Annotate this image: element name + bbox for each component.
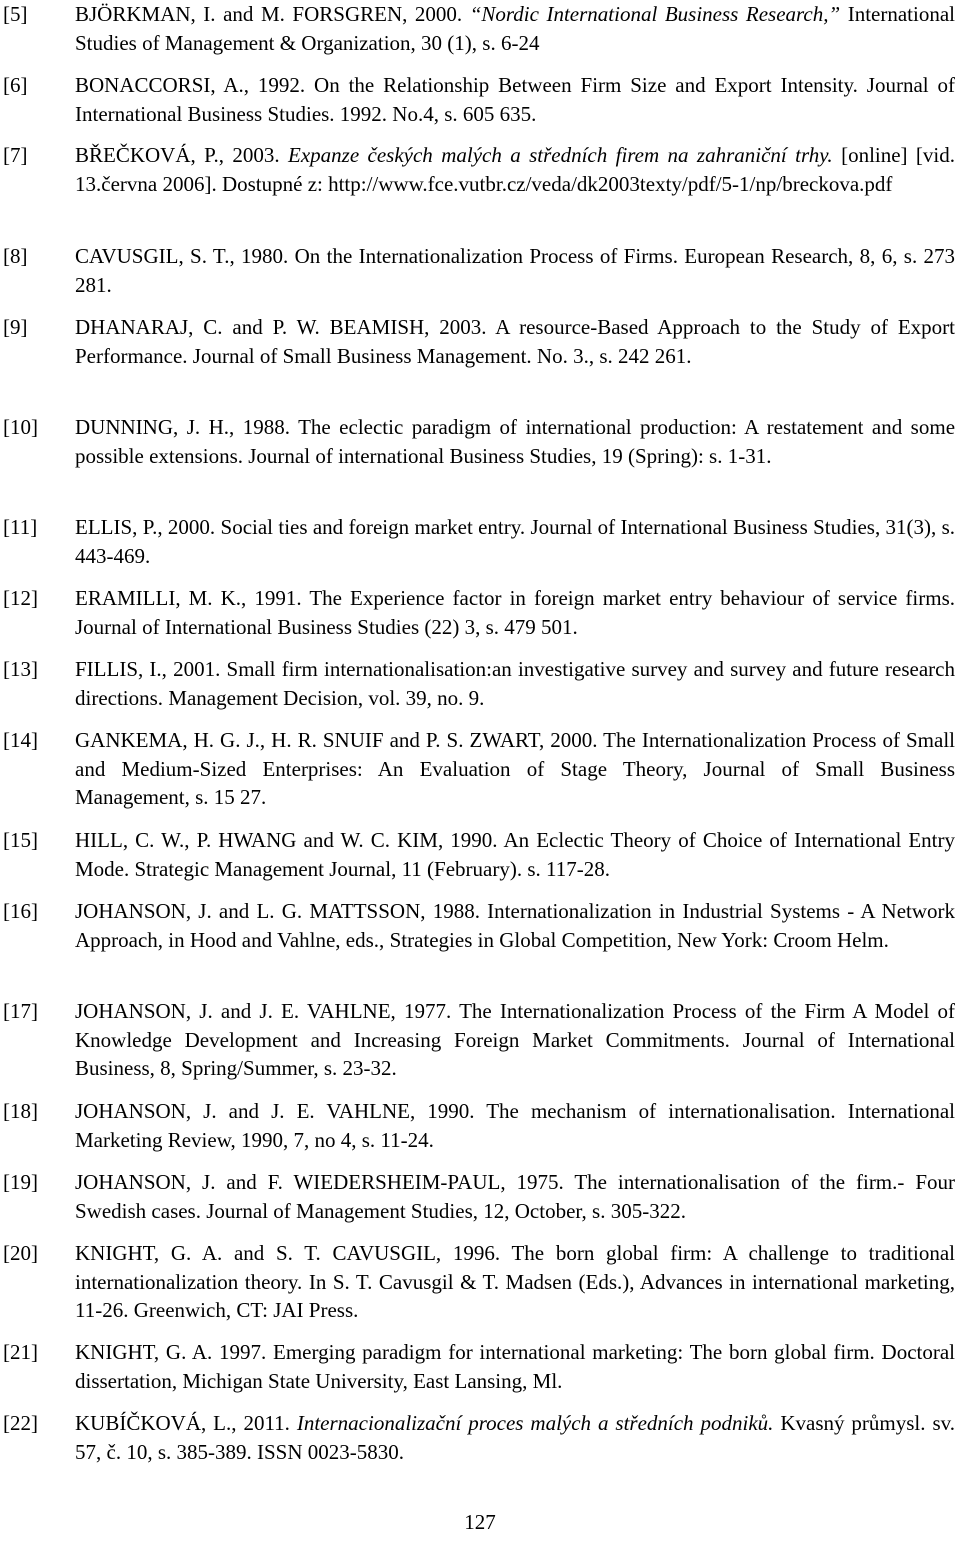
reference-text <box>75 71 955 128</box>
reference-title: On the Internationalization Process of Firms. <box>294 244 678 268</box>
reference-text <box>75 1239 955 1325</box>
reference-title: Internacionalizační proces malých a středních podniků. <box>296 1411 774 1435</box>
reference-authors: KNIGHT, G. A. 1997. <box>75 1340 267 1364</box>
reference-source: Journal of International Business Studies (22) 3, s. 479 501. <box>75 614 578 639</box>
reference-title: Expanze českých malých a středních firem na zahraniční trhy. <box>288 143 833 167</box>
reference-item <box>0 1338 960 1398</box>
reference-source: International Studies of Management & Organization, 30 (1), s. 6-24 <box>75 2 956 55</box>
reference-number: [11] <box>3 515 38 539</box>
reference-item <box>0 584 960 644</box>
reference-title: “Nordic International Business Research,” <box>469 2 841 26</box>
reference-item <box>0 141 960 201</box>
reference-item <box>0 897 960 957</box>
reference-title: The Internationalization Process of Small and Medium-Sized Enterprises: An Evaluation of Stage Theory, <box>75 728 955 781</box>
reference-source: Journal of Management Studies, 12, October, s. 305-322. <box>206 1198 686 1223</box>
reference-title: Small firm internationalisation:an investigative survey and survey and future research directions. <box>75 657 955 710</box>
reference-number: [21] <box>3 1340 38 1364</box>
reference-number: [18] <box>3 1099 38 1123</box>
reference-text <box>75 513 955 570</box>
reference-item <box>0 71 960 131</box>
reference-number: [20] <box>3 1241 38 1265</box>
reference-source: Journal of International Business Studies. 1992. No.4, s. 605 635. <box>75 73 955 126</box>
reference-source: Strategic Management Journal, 11 (February). s. 117-28. <box>134 856 610 881</box>
reference-number: [15] <box>3 828 38 852</box>
reference-item <box>0 242 960 302</box>
reference-text <box>75 1168 955 1225</box>
reference-item <box>0 513 960 573</box>
reference-item <box>0 726 960 810</box>
reference-authors: KUBÍČKOVÁ, L., 2011. <box>75 1411 290 1435</box>
reference-text <box>75 1097 955 1154</box>
reference-authors: FILLIS, I., 2001. <box>75 657 221 681</box>
reference-number: [6] <box>3 73 28 97</box>
reference-item <box>0 655 960 715</box>
reference-number: [13] <box>3 657 38 681</box>
reference-authors: JOHANSON, J. and L. G. MATTSSON, 1988. <box>75 899 480 923</box>
reference-title: On the Relationship Between Firm Size and Export Intensity. <box>314 73 858 97</box>
reference-item <box>0 826 960 886</box>
reference-source: Doctoral dissertation, Michigan State University, East Lansing, Ml. <box>75 1340 956 1393</box>
reference-text <box>75 726 955 812</box>
reference-item <box>0 1168 960 1228</box>
reference-number: [17] <box>3 999 38 1023</box>
reference-source: [online] [vid. 13.června 2006]. Dostupné z: http://www.fce.vutbr.cz/veda/dk2003texty/pdf/5-1/np/breckova.pdf <box>75 143 956 196</box>
reference-authors: BŘEČKOVÁ, P., 2003. <box>75 143 280 167</box>
reference-title: An Eclectic Theory of Choice of International Entry Mode. <box>75 828 956 881</box>
reference-title: The eclectic paradigm of international production: A restatement and some possible extensions. <box>75 415 956 468</box>
reference-authors: DUNNING, J. H., 1988. <box>75 415 290 439</box>
reference-authors: GANKEMA, H. G. J., H. R. SNUIF and P. S. ZWART, 2000. <box>75 728 598 752</box>
reference-item <box>0 0 960 60</box>
reference-item <box>0 1409 960 1469</box>
reference-authors: KNIGHT, G. A. and S. T. CAVUSGIL, 1996. <box>75 1241 501 1265</box>
reference-source: Journal of international Business Studies, 19 (Spring): s. 1-31. <box>248 443 772 468</box>
reference-source: Journal of Small Business Management, s. 15 27. <box>75 756 956 810</box>
reference-authors: JOHANSON, J. and J. E. VAHLNE, 1990. <box>75 1099 475 1123</box>
reference-source: European Research, 8, 6, s. 273 281. <box>75 244 956 297</box>
reference-text <box>75 584 955 641</box>
reference-authors: JOHANSON, J. and F. WIEDERSHEIM-PAUL, 1975. <box>75 1170 564 1194</box>
reference-authors: JOHANSON, J. and J. E. VAHLNE, 1977. <box>75 999 452 1023</box>
reference-source: Journal of International Business, 8, Spring/Summer, s. 23-32. <box>75 1027 955 1081</box>
reference-title: Internationalization in Industrial Systems - A Network Approach, in Hood and Vahlne, eds., <box>75 899 956 952</box>
reference-text <box>75 0 955 57</box>
reference-text <box>75 826 955 883</box>
reference-source: Journal of Small Business Management. No. 3., s. 242 261. <box>192 343 692 368</box>
reference-source: In S. T. Cavusgil & T. Madsen (Eds.), Advances in international marketing, 11-26. Greenwich, CT: JAI Press. <box>75 1269 956 1323</box>
reference-authors: CAVUSGIL, S. T., 1980. <box>75 244 289 268</box>
reference-item <box>0 997 960 1081</box>
reference-title: The mechanism of internationalisation. <box>486 1099 836 1123</box>
reference-title: Emerging paradigm for international marketing: The born global firm. <box>273 1340 875 1364</box>
reference-text <box>75 655 955 712</box>
reference-text <box>75 1409 955 1466</box>
reference-number: [14] <box>3 728 38 752</box>
reference-title: The Internationalization Process of the Firm A Model of Knowledge Development and Increasing Foreign Market Commitments. <box>75 999 956 1052</box>
reference-text <box>75 413 955 470</box>
reference-source: International Marketing Review, 1990, 7, no 4, s. 11-24. <box>75 1099 955 1152</box>
reference-number: [10] <box>3 415 38 439</box>
reference-title: The Experience factor in foreign market entry behaviour of service firms. <box>309 586 956 610</box>
reference-authors: DHANARAJ, C. and P. W. BEAMISH, 2003. <box>75 315 487 339</box>
reference-text <box>75 897 955 954</box>
reference-number: [16] <box>3 899 38 923</box>
reference-text <box>75 141 955 198</box>
reference-authors: HILL, C. W., P. HWANG and W. C. KIM, 1990. <box>75 828 498 852</box>
reference-title: The internationalisation of the firm.- Four Swedish cases. <box>75 1170 955 1223</box>
reference-source: Kvasný průmysl. sv. 57, č. 10, s. 385-389. ISSN 0023-5830. <box>75 1411 956 1464</box>
reference-authors: ELLIS, P., 2000. <box>75 515 216 539</box>
reference-number: [22] <box>3 1411 38 1435</box>
reference-text <box>75 1338 955 1395</box>
reference-text <box>75 997 955 1083</box>
reference-source: Journal of International Business Studies, 31(3), s. 443-469. <box>75 515 956 568</box>
page-number: 127 <box>464 1510 496 1534</box>
reference-item <box>0 413 960 473</box>
reference-title: Social ties and foreign market entry. <box>220 515 526 539</box>
reference-source: Management Decision, vol. 39, no. 9. <box>168 685 485 710</box>
reference-title: A resource-Based Approach to the Study of Export Performance. <box>75 315 955 368</box>
reference-title: The born global firm: A challenge to traditional internationalization theory. <box>75 1241 955 1294</box>
reference-number: [5] <box>3 2 28 26</box>
reference-text <box>75 313 955 370</box>
reference-number: [9] <box>3 315 28 339</box>
reference-item <box>0 313 960 373</box>
reference-number: [12] <box>3 586 38 610</box>
reference-number: [7] <box>3 143 28 167</box>
reference-item <box>0 1239 960 1323</box>
reference-item <box>0 1097 960 1157</box>
reference-source: Strategies in Global Competition, New York: Croom Helm. <box>389 927 889 952</box>
reference-authors: BJÖRKMAN, I. and M. FORSGREN, 2000. <box>75 2 463 26</box>
reference-number: [19] <box>3 1170 38 1194</box>
reference-authors: ERAMILLI, M. K., 1991. <box>75 586 302 610</box>
reference-authors: BONACCORSI, A., 1992. <box>75 73 306 97</box>
reference-text <box>75 242 955 299</box>
reference-number: [8] <box>3 244 28 268</box>
